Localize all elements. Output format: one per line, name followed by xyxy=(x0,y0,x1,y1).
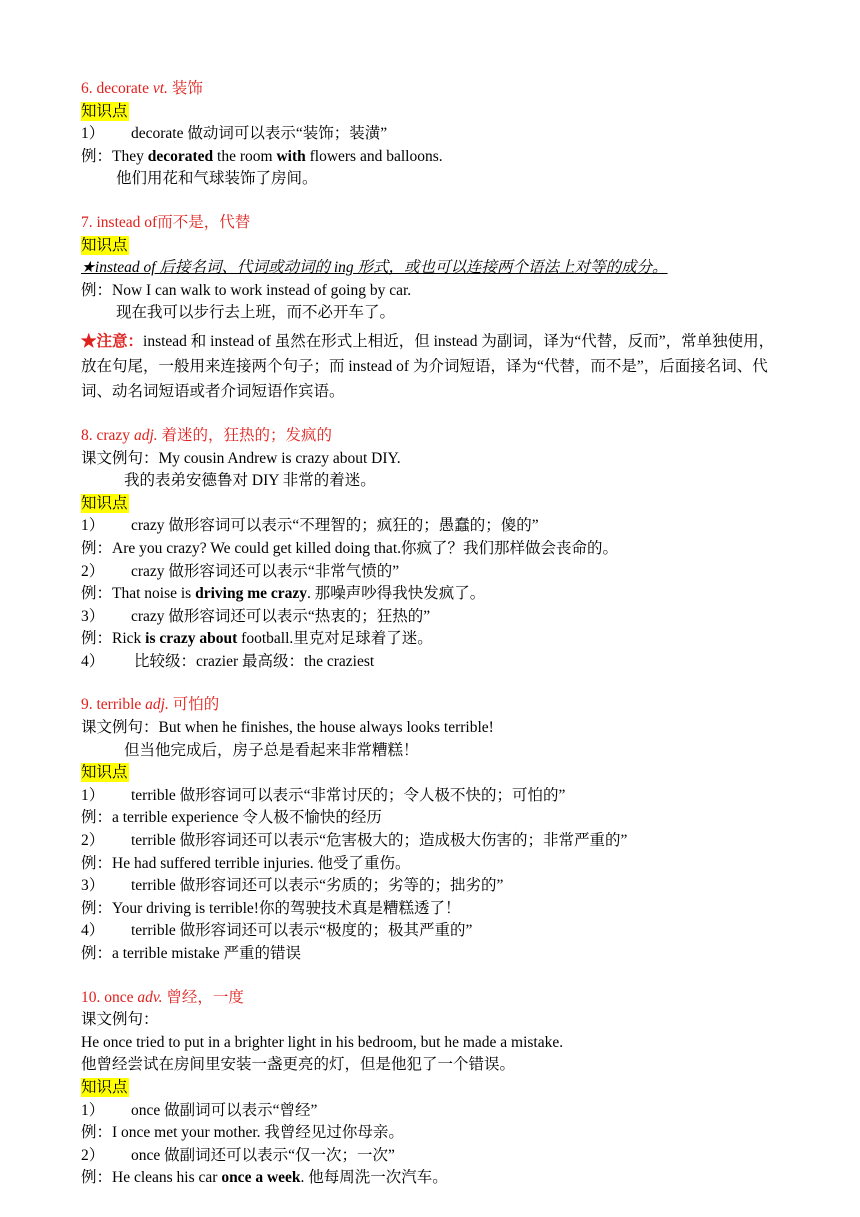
example-bold: driving me crazy xyxy=(195,585,308,603)
headword-meaning: 曾经，一度 xyxy=(166,988,244,1006)
headword: decorate xyxy=(96,80,149,97)
example-bold: is crazy about xyxy=(145,630,238,648)
headword-meaning: 着迷的，狂热的；发疯的 xyxy=(161,426,333,444)
star-note: ★instead of 后接名词、代词或动词的 ing 形式，或也可以连接两个语法上对等的成分。 xyxy=(81,259,668,277)
example-line xyxy=(81,583,781,606)
point-number: 2） xyxy=(81,1146,105,1164)
document-page xyxy=(81,78,781,1190)
headword-meaning: 装饰 xyxy=(171,80,203,97)
point-2 xyxy=(81,1145,781,1168)
knowledge-point-row xyxy=(81,493,781,516)
example-bold: once a week xyxy=(221,1169,301,1187)
example-line: 例：a terrible mistake 严重的错误 xyxy=(81,945,301,962)
example-line xyxy=(81,1167,781,1190)
point-number: 1） xyxy=(81,786,105,804)
section-number: 6. xyxy=(81,80,93,97)
point-text: crazy 做形容词可以表示“不理智的；疯狂的；愚蠢的；傻的” xyxy=(131,517,539,535)
point-number: 1） xyxy=(81,1101,105,1119)
knowledge-point-row xyxy=(81,762,781,785)
point-text: terrible 做形容词还可以表示“极度的；极其严重的” xyxy=(131,922,473,940)
point-number: 1） xyxy=(81,517,105,535)
knowledge-point-label: 知识点 xyxy=(81,1078,128,1096)
point-1 xyxy=(81,515,781,538)
section-number: 8. xyxy=(81,426,93,444)
section-6-heading xyxy=(81,78,781,101)
example-text: flowers and balloons. xyxy=(305,147,443,165)
point-number: 3） xyxy=(81,877,105,895)
example-line: 例：Now I can walk to work instead of going by car. xyxy=(81,281,412,299)
example-text: 例：He cleans his car xyxy=(81,1169,222,1187)
point-text: 比较级：crazier 最高级：the craziest xyxy=(134,652,375,670)
headword-meaning: 而不是，代替 xyxy=(157,213,251,231)
point-4 xyxy=(81,920,781,943)
point-number: 2） xyxy=(81,832,105,850)
point-text: terrible 做形容词还可以表示“劣质的；劣等的；拙劣的” xyxy=(131,877,504,895)
headword-meaning: 可怕的 xyxy=(172,696,220,714)
knowledge-point-row xyxy=(81,235,781,258)
knowledge-point-row xyxy=(81,101,781,124)
example-line: 例：a terrible experience 令人极不愉快的经历 xyxy=(81,809,382,827)
example-text: football.里克对足球着了迷。 xyxy=(237,630,433,648)
point-text: crazy 做形容词还可以表示“热衷的；狂热的” xyxy=(131,607,431,625)
headword: instead of xyxy=(96,213,158,231)
point-text: terrible 做形容词还可以表示“危害极大的；造成极大伤害的；非常严重的” xyxy=(131,832,628,850)
point-number: 3） xyxy=(81,607,105,625)
section-number: 7. xyxy=(81,213,93,231)
part-of-speech: adj. xyxy=(145,696,169,714)
example-text: . 他每周洗一次汽车。 xyxy=(300,1169,448,1187)
point-2 xyxy=(81,561,781,584)
example-line: 例：Are you crazy? We could get killed doing that.你疯了？我们那样做会丧命的。 xyxy=(81,539,618,557)
section-number: 9. xyxy=(81,696,93,714)
headword: crazy xyxy=(96,426,131,444)
example-line: 例：Your driving is terrible!你的驾驶技术真是糟糕透了！ xyxy=(81,899,461,917)
point-text: decorate 做动词可以表示“装饰；装潢” xyxy=(131,125,388,143)
attention-label: ★注意： xyxy=(81,332,144,350)
point-number: 4） xyxy=(81,652,105,670)
lesson-example-label: 课文例句： xyxy=(81,1011,159,1029)
point-text: once 做副词可以表示“曾经” xyxy=(131,1101,318,1119)
example-text: . 那噪声吵得我快发疯了。 xyxy=(307,585,486,603)
point-3 xyxy=(81,875,781,898)
point-text: once 做副词还可以表示“仅一次；一次” xyxy=(131,1146,395,1164)
lesson-translation: 他曾经尝试在房间里安装一盏更亮的灯，但是他犯了一个错误。 xyxy=(81,1056,516,1074)
point-number: 1） xyxy=(81,125,105,143)
point-1 xyxy=(81,123,781,146)
section-number: 10. xyxy=(81,988,101,1006)
part-of-speech: adj. xyxy=(133,426,158,444)
example-line xyxy=(81,146,781,169)
example-bold: decorated xyxy=(147,147,214,165)
example-text: the room xyxy=(213,147,277,165)
part-of-speech: adv. xyxy=(137,988,163,1006)
example-translation: 他们用花和气球装饰了房间。 xyxy=(116,170,318,188)
lesson-example: 课文例句：But when he finishes, the house always looks terrible! xyxy=(81,719,494,737)
attention-text: instead 和 instead of 虽然在形式上相近，但 instead 为副词，译为“代替，反而”，常单独使用，放在句尾，一般用来连接两个句子；而 instead of 为介词短语，译为“代替，而不是”，后面接名词、代词、动名词短语或者介词短语作宾语。 xyxy=(81,332,775,400)
point-text: crazy 做形容词还可以表示“非常气愤的” xyxy=(131,562,400,580)
point-2 xyxy=(81,830,781,853)
lesson-example: 课文例句：My cousin Andrew is crazy about DIY. xyxy=(81,449,401,467)
example-line: 例：He had suffered terrible injuries. 他受了重伤。 xyxy=(81,854,411,872)
point-1 xyxy=(81,1100,781,1123)
point-text: terrible 做形容词可以表示“非常讨厌的；令人极不快的；可怕的” xyxy=(131,786,566,804)
headword: terrible xyxy=(96,696,142,714)
point-number: 4） xyxy=(81,922,105,940)
example-text: 例：That noise is xyxy=(81,585,196,603)
point-1 xyxy=(81,785,781,808)
section-10-heading xyxy=(81,987,781,1010)
section-8-heading xyxy=(81,425,781,448)
example-text: 例：Rick xyxy=(81,630,146,648)
knowledge-point-row xyxy=(81,1077,781,1100)
knowledge-point-label: 知识点 xyxy=(81,764,128,782)
knowledge-point-label: 知识点 xyxy=(81,102,128,120)
lesson-translation: 我的表弟安德鲁对 DIY 非常的着迷。 xyxy=(124,472,376,490)
knowledge-point-label: 知识点 xyxy=(81,494,128,512)
example-translation: 现在我可以步行去上班，而不必开车了。 xyxy=(116,304,396,322)
section-7-heading xyxy=(81,212,781,235)
point-4 xyxy=(81,651,781,674)
lesson-translation: 但当他完成后，房子总是看起来非常糟糕！ xyxy=(124,741,419,759)
part-of-speech: vt. xyxy=(152,80,168,97)
section-9-heading xyxy=(81,694,781,717)
example-text: 例：They xyxy=(81,147,148,165)
example-line: 例：I once met your mother. 我曾经见过你母亲。 xyxy=(81,1124,404,1142)
example-bold: with xyxy=(276,147,306,165)
point-3 xyxy=(81,606,781,629)
example-line xyxy=(81,628,781,651)
point-number: 2） xyxy=(81,562,105,580)
headword: once xyxy=(104,988,134,1006)
lesson-example: He once tried to put in a brighter light in his bedroom, but he made a mistake. xyxy=(81,1033,564,1051)
attention-note xyxy=(81,329,781,404)
knowledge-point-label: 知识点 xyxy=(81,236,128,254)
